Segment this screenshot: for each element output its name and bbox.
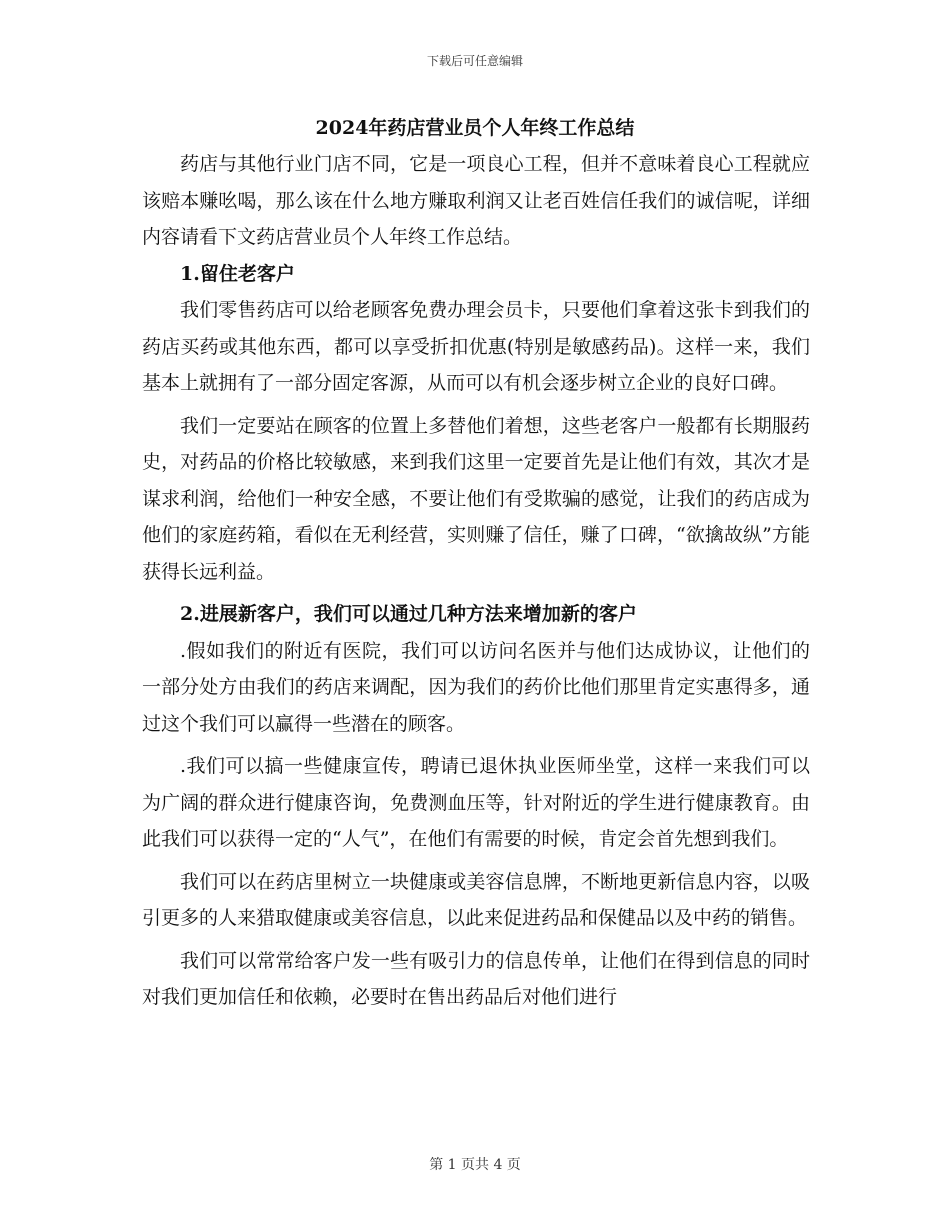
intro-paragraph: 药店与其他行业门店不同，它是一项良心工程，但并不意味着良心工程就应该赔本赚吆喝，那么该在什么地方赚取利润又让老百姓信任我们的诚信呢，详细内容请看下文药店营业员个人年终工作总结。 bbox=[142, 153, 810, 248]
document-title: 2024年药店营业员个人年终工作总结 bbox=[315, 117, 635, 139]
section-1-paragraph-2: 我们一定要站在顾客的位置上多替他们着想，这些老客户一般都有长期服药史，对药品的价格比较敏感，来到我们这里一定要首先是让他们有效，其次才是谋求利润，给他们一种安全感，不要让他们有受欺骗的感觉，让我们的药店成为他们的家庭药箱，看似在无利经营，实则赚了信任，赚了口碑，“欲擒故纵”方能获得长远利益。 bbox=[142, 414, 810, 583]
page-footer: 第 1 页共 4 页 bbox=[429, 1157, 521, 1173]
section-2-paragraph-3: 我们可以在药店里树立一块健康或美容信息牌，不断地更新信息内容，以吸引更多的人来猎取健康或美容信息，以此来促进药品和保健品以及中药的销售。 bbox=[142, 870, 810, 929]
section-2-paragraph-1: .假如我们的附近有医院，我们可以访问名医并与他们达成协议，让他们的一部分处方由我们的药店来调配，因为我们的药价比他们那里肯定实惠得多，通过这个我们可以赢得一些潜在的顾客。 bbox=[142, 639, 810, 735]
section-1-paragraph-1: 我们零售药店可以给老顾客免费办理会员卡，只要他们拿着这张卡到我们的药店买药或其他东西，都可以享受折扣优惠(特别是敏感药品)。这样一来，我们基本上就拥有了一部分固定客源，从而可以有机会逐步树立企业的良好口碑。 bbox=[142, 299, 810, 394]
document-body bbox=[142, 146, 810, 1016]
section-2-heading: 2.进展新客户，我们可以通过几种方法来增加新的客户 bbox=[180, 603, 637, 625]
section-2-paragraph-2: .我们可以搞一些健康宣传，聘请已退休执业医师坐堂，这样一来我们可以为广阔的群众进行健康咨询，免费测血压等，针对附近的学生进行健康教育。由此我们可以获得一定的“人气”，在他们有需要的时候，肯定会首先想到我们。 bbox=[142, 755, 810, 850]
section-2-paragraph-4: 我们可以常常给客户发一些有吸引力的信息传单，让他们在得到信息的同时对我们更加信任和依赖，必要时在售出药品后对他们进行 bbox=[142, 949, 810, 1008]
page-header: 下载后可任意编辑 bbox=[426, 54, 523, 68]
section-1-heading: 1.留住老客户 bbox=[180, 262, 295, 285]
